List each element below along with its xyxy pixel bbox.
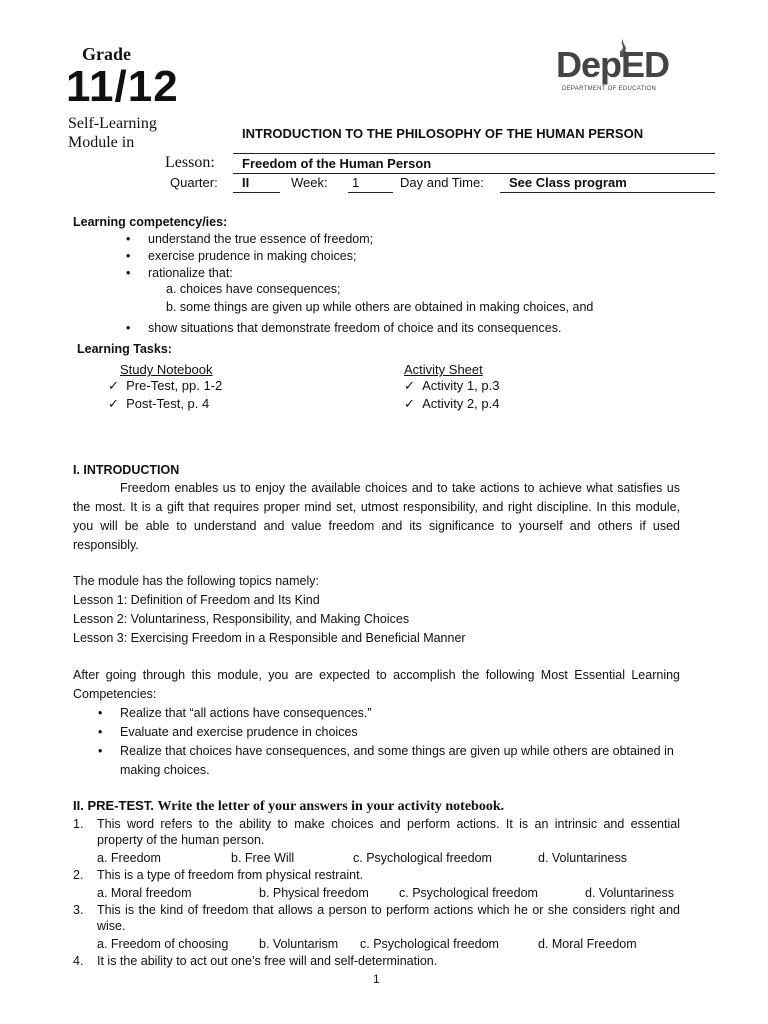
- competency-item: [126, 319, 706, 338]
- daytime-rule: [500, 192, 715, 193]
- topic-item: Lesson 2: Voluntariness, Responsibility, and Making Choices: [73, 612, 410, 626]
- question-text: This word refers to the ability to make choices and perform actions. It is an intrinsic and essential property of the human person.: [97, 817, 680, 847]
- option: d. Moral Freedom: [538, 937, 637, 951]
- question-list: [73, 816, 680, 969]
- pretest-header: [73, 798, 504, 815]
- question-text: It is the ability to act out one’s free will and self-determination.: [97, 954, 438, 968]
- competency-text: show situations that demonstrate freedom of choice and its consequences.: [148, 321, 562, 335]
- lesson-top-rule: [233, 153, 715, 154]
- bullet-icon: •: [126, 321, 131, 335]
- option: c. Psychological freedom: [399, 886, 538, 900]
- day-time-value: See Class program: [509, 175, 627, 190]
- bullet-icon: •: [98, 706, 103, 720]
- bullet-icon: •: [98, 744, 103, 758]
- check-icon: ✓: [108, 378, 119, 393]
- sub-text: some things are given up while others are obtained in making choices, and: [179, 300, 594, 314]
- tasks-heading: Learning Tasks:: [77, 342, 172, 356]
- question-number: 4.: [73, 954, 84, 968]
- sheet-item: [404, 377, 499, 395]
- topics-intro: The module has the following topics namely:: [73, 574, 319, 588]
- question-options: [97, 884, 680, 902]
- bullet-icon: •: [126, 249, 131, 263]
- question-number: 3.: [73, 903, 84, 917]
- sheet-item: [404, 395, 499, 413]
- notebook-heading: Study Notebook: [120, 362, 213, 377]
- option: a. Freedom of choosing: [97, 937, 229, 951]
- sub-text: choices have consequences;: [179, 282, 341, 296]
- week-rule: [348, 192, 393, 193]
- question-1: [73, 816, 680, 867]
- bullet-icon: •: [126, 266, 131, 280]
- question-number: 1.: [73, 817, 84, 831]
- question-4: [73, 953, 680, 969]
- question-text: This is the kind of freedom that allows a person to perform actions which he or she considers right and wise.: [97, 903, 680, 933]
- sub-letter: a.: [166, 282, 177, 296]
- check-icon: ✓: [404, 378, 415, 393]
- quarter-rule: [233, 192, 280, 193]
- question-options: [97, 849, 680, 867]
- competency-list: [126, 230, 706, 338]
- check-icon: ✓: [108, 396, 119, 411]
- competency-text: exercise prudence in making choices;: [148, 249, 357, 263]
- module-label: Self-Learning Module in: [68, 115, 157, 151]
- pretest-instruction: Write the letter of your answers in your activity notebook.: [157, 799, 505, 814]
- sheet-heading: Activity Sheet: [404, 362, 483, 377]
- deped-logo: [552, 38, 688, 96]
- lesson-title: Freedom of the Human Person: [242, 156, 432, 171]
- melc-text: Evaluate and exercise prudence in choices: [120, 725, 358, 739]
- notebook-item-text: Post-Test, p. 4: [126, 396, 210, 411]
- logo-text: DepED: [556, 44, 670, 85]
- check-icon: ✓: [404, 396, 415, 411]
- melc-item: [98, 742, 683, 780]
- melc-item: [98, 704, 683, 723]
- option: a. Moral freedom: [97, 886, 192, 900]
- question-text: This is a type of freedom from physical restraint.: [97, 868, 364, 882]
- melc-list: [98, 704, 683, 780]
- sheet-item-text: Activity 2, p.4: [422, 396, 500, 411]
- subject-title: INTRODUCTION TO THE PHILOSOPHY OF THE HUMAN PERSON: [242, 126, 644, 141]
- melc-text: Realize that choices have consequences, and some things are given up while others are obtained in making choices.: [120, 744, 674, 777]
- option: c. Psychological freedom: [353, 851, 492, 865]
- notebook-item: [108, 377, 222, 395]
- week-value: 1: [352, 175, 360, 190]
- option: d. Voluntariness: [538, 851, 627, 865]
- page-number: 1: [373, 972, 380, 986]
- question-3: [73, 902, 680, 953]
- question-number: 2.: [73, 868, 84, 882]
- intro-paragraph: Freedom enables us to enjoy the available choices and to take actions to achieve what satisfies us the most. It is a gift that requires proper mind set, utmost responsibility, and right discipline. In this module, you will be able to understand and value freedom and its significance to yourself and others if used responsibly.: [73, 481, 680, 552]
- grade-number: 11/12: [66, 62, 179, 111]
- option: b. Physical freedom: [259, 886, 369, 900]
- competency-subitem: [126, 280, 706, 299]
- question-2: [73, 867, 680, 902]
- day-time-label: Day and Time:: [400, 175, 484, 190]
- topic-item: Lesson 1: Definition of Freedom and Its Kind: [73, 593, 320, 607]
- quarter-value: II: [242, 175, 250, 190]
- question-options: [97, 935, 680, 953]
- bullet-icon: •: [98, 725, 103, 739]
- expect-paragraph: After going through this module, you are expected to accomplish the following Most Essential Learning Competencies:: [73, 668, 680, 701]
- notebook-item: [108, 395, 209, 413]
- competency-text: rationalize that:: [148, 266, 233, 280]
- grade-label: Grade: [82, 44, 131, 64]
- lesson-label: Lesson:: [165, 154, 215, 171]
- bullet-icon: •: [126, 232, 131, 246]
- option: c. Psychological freedom: [360, 937, 499, 951]
- sheet-item-text: Activity 1, p.3: [422, 378, 500, 393]
- lesson-bottom-rule: [233, 173, 715, 174]
- competency-heading: Learning competency/ies:: [73, 215, 228, 229]
- topic-item: Lesson 3: Exercising Freedom in a Responsible and Beneficial Manner: [73, 631, 466, 645]
- notebook-item-text: Pre-Test, pp. 1-2: [126, 378, 223, 393]
- option: b. Free Will: [231, 851, 295, 865]
- melc-text: Realize that “all actions have consequences.”: [120, 706, 372, 720]
- option: b. Voluntarism: [259, 937, 339, 951]
- sub-letter: b.: [166, 300, 177, 314]
- option: a. Freedom: [97, 851, 161, 865]
- competency-text: understand the true essence of freedom;: [148, 232, 374, 246]
- intro-heading: I. INTRODUCTION: [73, 463, 180, 477]
- melc-item: [98, 723, 683, 742]
- week-label: Week:: [291, 175, 328, 190]
- option: d. Voluntariness: [585, 886, 674, 900]
- pretest-heading: II. PRE-TEST.: [73, 798, 154, 813]
- competency-subitem: [126, 298, 706, 317]
- logo-subtitle: DEPARTMENT OF EDUCATION: [562, 86, 657, 92]
- quarter-label: Quarter:: [170, 175, 218, 190]
